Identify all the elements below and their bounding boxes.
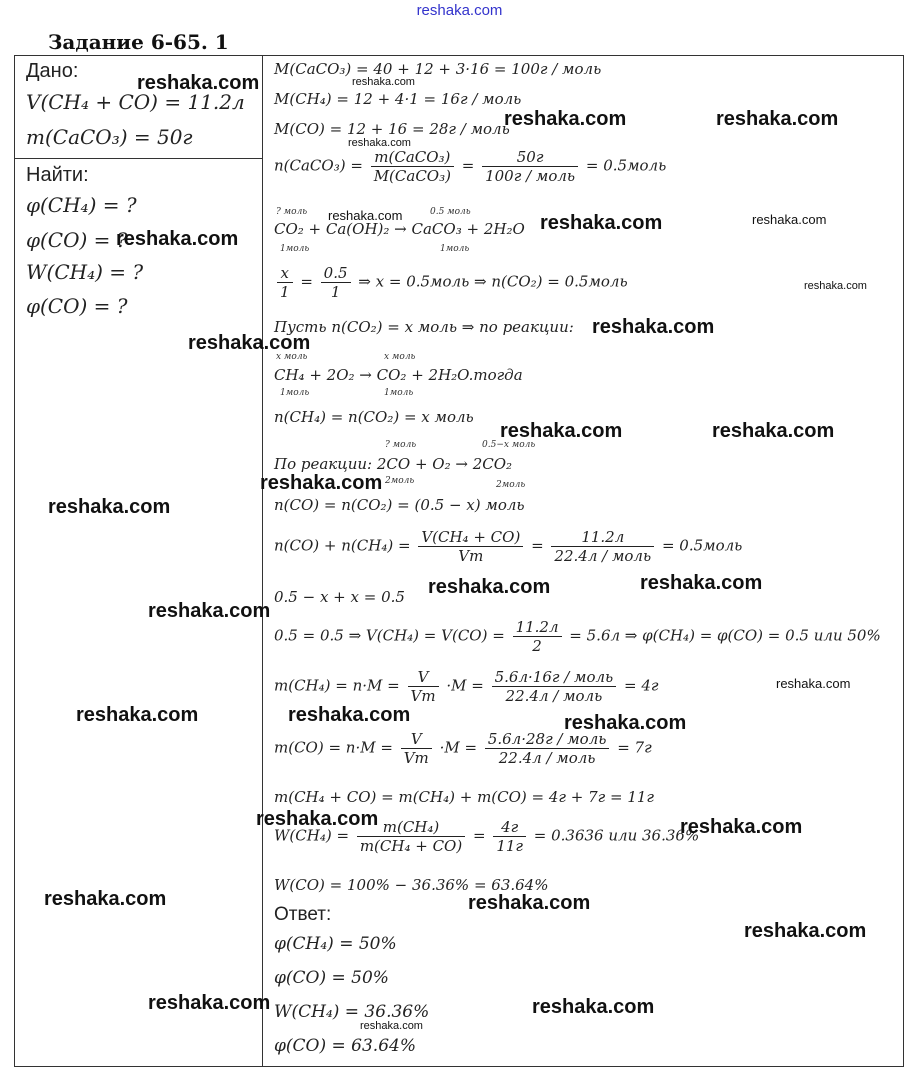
- fraction: [371, 148, 454, 185]
- watermark: reshaka.com: [532, 996, 655, 1018]
- denominator: m(CH₄ + CO): [359, 837, 463, 855]
- fraction: [401, 730, 432, 767]
- watermark: reshaka.com: [680, 816, 803, 838]
- watermark: reshaka.com: [348, 137, 411, 149]
- expr-right: = 0.5моль: [661, 536, 743, 555]
- find-line: φ(CO) = ?: [26, 228, 128, 252]
- answer-line: W(CH₄) = 36.36%: [274, 1002, 430, 1022]
- solution-fraction-line: $\frac{x}{1}$ = $\frac{0.5}{1}$ ⇒ x = 0.5моль ⇒ n(CO₂) = 0.5моль: [274, 264, 628, 301]
- denominator: M(CaCO₃): [373, 167, 451, 185]
- numerator: 4г: [493, 818, 526, 837]
- expr-left: W(CH₄) =: [274, 826, 350, 845]
- watermark: reshaka.com: [712, 420, 835, 442]
- expr-right: = 5.6л ⇒ φ(CH₄) = φ(CO) = 0.5 или 50%: [569, 626, 881, 645]
- fraction: [551, 528, 654, 565]
- reaction-annotation: 1моль: [384, 388, 414, 398]
- solution-line: M(CO) = 12 + 16 = 28г / моль: [274, 120, 510, 138]
- watermark: reshaka.com: [44, 888, 167, 910]
- watermark: reshaka.com: [260, 472, 383, 494]
- numerator: 5.6л·28г / моль: [485, 730, 610, 749]
- reaction-annotation: 1моль: [280, 244, 310, 254]
- solution-fraction-line: n(CaCO₃) = $\frac{\text{m(CaCO₃)}}{\text{M(CaCO₃)}}$ = $\frac{50г}{\text{100г / моль}}$ = 0.5моль: [274, 148, 667, 185]
- find-line: φ(CO) = ?: [26, 294, 128, 318]
- watermark: reshaka.com: [288, 704, 411, 726]
- fraction: [277, 264, 293, 301]
- numerator: V: [401, 730, 432, 749]
- denominator: Vm: [410, 687, 436, 705]
- watermark: reshaka.com: [716, 108, 839, 130]
- reaction-annotation: 0.5−x моль: [482, 440, 536, 450]
- expr-left: n(CO) + n(CH₄) =: [274, 536, 411, 555]
- expr-mid: ·M =: [446, 676, 484, 695]
- reaction-annotation: x моль: [276, 352, 308, 362]
- denominator: 22.4л / моль: [554, 547, 652, 565]
- solution-fraction-line: W(CH₄) = $\frac{\text{m(CH₄)}}{\text{m(CH₄ + CO)}}$ = $\frac{4г}{11г}$ = 0.3636 или 36.36%: [274, 818, 700, 855]
- reaction-annotation: x моль: [384, 352, 416, 362]
- fraction: [485, 730, 610, 767]
- answer-line: φ(CO) = 50%: [274, 968, 389, 988]
- fraction: [321, 264, 351, 301]
- task-title: Задание 6-65. 1: [48, 30, 229, 54]
- solution-fraction-line: [274, 668, 658, 705]
- fraction: [408, 668, 439, 705]
- numerator: 0.5: [321, 264, 351, 283]
- fraction: [513, 618, 562, 655]
- numerator: m(CH₄): [357, 818, 465, 837]
- fraction: [493, 818, 526, 855]
- solution-line: Пусть n(CO₂) = x моль ⇒ по реакции:: [274, 318, 574, 336]
- solution-line: M(CH₄) = 12 + 4·1 = 16г / моль: [274, 90, 522, 108]
- watermark: reshaka.com: [504, 108, 627, 130]
- watermark: reshaka.com: [804, 280, 867, 292]
- denominator: Vm: [403, 749, 429, 767]
- numerator: V(CH₄ + CO): [418, 528, 523, 547]
- watermark: reshaka.com: [137, 72, 260, 94]
- expr-right: = 4г: [624, 676, 659, 695]
- reaction-annotation: 0.5 моль: [430, 207, 471, 217]
- watermark: reshaka.com: [116, 228, 239, 250]
- expr-mid: ·M =: [439, 738, 478, 757]
- expr-right: = 0.5моль: [585, 156, 667, 175]
- find-label: Найти:: [26, 164, 89, 186]
- watermark: reshaka.com: [752, 212, 827, 227]
- fraction: [492, 668, 617, 705]
- expr-left: n(CaCO₃) =: [274, 156, 363, 175]
- expr-right: = 0.3636 или 36.36%: [533, 826, 700, 845]
- find-line: W(CH₄) = ?: [26, 260, 144, 284]
- reaction-annotation: ? моль: [385, 440, 417, 450]
- watermark: reshaka.com: [564, 712, 687, 734]
- watermark: reshaka.com: [148, 600, 271, 622]
- watermark: reshaka.com: [256, 808, 379, 830]
- reaction-annotation: 1моль: [280, 388, 310, 398]
- numerator: 11.2л: [513, 618, 562, 637]
- solution-line: m(CH₄ + CO) = m(CH₄) + m(CO) = 4г + 7г = 11г: [274, 788, 655, 806]
- numerator: 11.2л: [551, 528, 654, 547]
- solution-fraction-line: [274, 618, 881, 655]
- expr-left: 0.5 = 0.5 ⇒ V(CH₄) = V(CO) =: [274, 626, 505, 645]
- given-line: V(CH₄ + CO) = 11.2л: [26, 90, 245, 114]
- fraction: [418, 528, 523, 565]
- denominator: Vm: [458, 547, 484, 565]
- numerator: m(CaCO₃): [371, 148, 454, 167]
- reaction-equation: CO₂ + Ca(OH)₂ → CaCO₃ + 2H₂O: [274, 220, 525, 238]
- find-line: φ(CH₄) = ?: [26, 193, 137, 217]
- reaction-annotation: ? моль: [276, 207, 308, 217]
- watermark: reshaka.com: [76, 704, 199, 726]
- denominator: 100г / моль: [485, 167, 576, 185]
- watermark: reshaka.com: [188, 332, 311, 354]
- numerator: 5.6л·16г / моль: [492, 668, 617, 687]
- solution-fraction-line: [274, 730, 652, 767]
- solution-line: n(CH₄) = n(CO₂) = x моль: [274, 408, 474, 426]
- watermark: reshaka.com: [540, 212, 663, 234]
- denominator: 1: [330, 283, 341, 301]
- watermark: reshaka.com: [592, 316, 715, 338]
- numerator: 50г: [482, 148, 578, 167]
- watermark: reshaka.com: [776, 676, 851, 691]
- given-label: Дано:: [26, 60, 79, 82]
- answer-label: Ответ:: [274, 904, 332, 925]
- watermark: reshaka.com: [328, 208, 403, 223]
- column-divider: [262, 55, 263, 1067]
- reaction-annotation: 2моль: [496, 480, 526, 490]
- denominator: 11г: [496, 837, 523, 855]
- given-find-divider: [14, 158, 263, 159]
- denominator: 2: [532, 637, 542, 655]
- expr-right: = 7г: [617, 738, 652, 757]
- denominator: 1: [280, 283, 290, 301]
- watermark: reshaka.com: [500, 420, 623, 442]
- solution-fraction-line: n(CO) + n(CH₄) = $\frac{\text{V(CH₄ + CO)}}{Vm}$ = $\frac{11.2л}{\text{22.4л / моль}}$ = 0.5моль: [274, 528, 743, 565]
- solution-line: W(CO) = 100% − 36.36% = 63.64%: [274, 876, 549, 894]
- watermark: reshaka.com: [744, 920, 867, 942]
- watermark: reshaka.com: [360, 1020, 423, 1032]
- watermark: reshaka.com: [428, 576, 551, 598]
- watermark: reshaka.com: [148, 992, 271, 1014]
- reaction-annotation: 2моль: [385, 476, 415, 486]
- watermark: reshaka.com: [468, 892, 591, 914]
- watermark: reshaka.com: [640, 572, 763, 594]
- expr-left: m(CH₄) = n·M =: [274, 676, 400, 695]
- solution-line: n(CO) = n(CO₂) = (0.5 − x) моль: [274, 496, 525, 514]
- numerator: x: [277, 264, 293, 283]
- reaction-equation: CH₄ + 2O₂ → CO₂ + 2H₂O.тогда: [274, 366, 523, 384]
- watermark: reshaka.com: [352, 76, 415, 88]
- denominator: 22.4л / моль: [505, 687, 603, 705]
- fraction: [482, 148, 578, 185]
- watermark: reshaka.com: [48, 496, 171, 518]
- numerator: V: [408, 668, 439, 687]
- expr-left: m(CO) = n·M =: [274, 738, 393, 757]
- solution-line: M(CaCO₃) = 40 + 12 + 3·16 = 100г / моль: [274, 60, 602, 78]
- answer-line: φ(CH₄) = 50%: [274, 934, 397, 954]
- given-line: m(CaCO₃) = 50г: [26, 125, 193, 149]
- reaction-annotation: 1моль: [440, 244, 470, 254]
- answer-line: φ(CO) = 63.64%: [274, 1036, 416, 1056]
- site-header-link[interactable]: reshaka.com: [416, 2, 503, 19]
- reaction-equation: По реакции: 2CO + O₂ → 2CO₂: [274, 455, 513, 473]
- solution-line: 0.5 − x + x = 0.5: [274, 588, 405, 606]
- expr-right: ⇒ x = 0.5моль ⇒ n(CO₂) = 0.5моль: [358, 272, 628, 291]
- denominator: 22.4л / моль: [498, 749, 596, 767]
